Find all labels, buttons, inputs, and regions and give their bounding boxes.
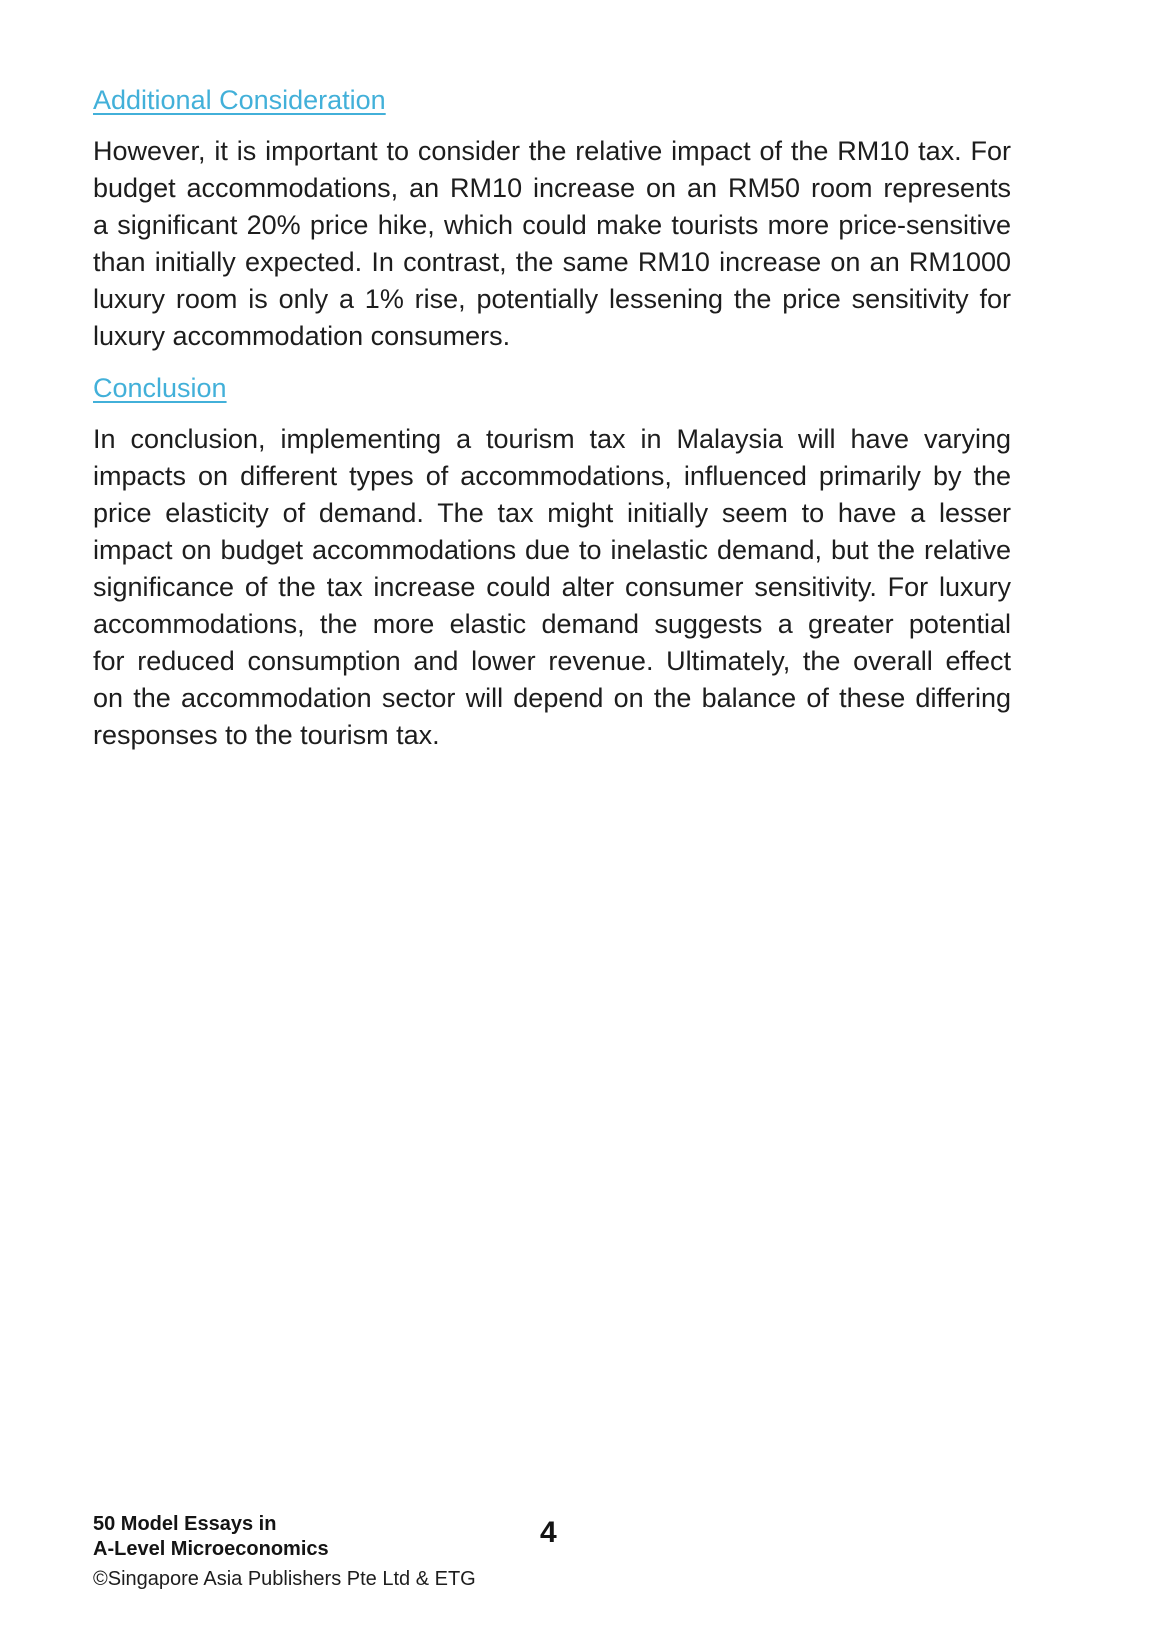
page-number: 4 <box>540 1516 557 1549</box>
paragraph-line: than initially expected. In contrast, the same RM10 increase on an RM1000 <box>93 247 1011 277</box>
paragraph-line: significance of the tax increase could alter consumer sensitivity. For luxury <box>93 572 1011 602</box>
page-footer <box>93 1512 476 1592</box>
paragraph-line: luxury accommodation consumers. <box>93 321 511 351</box>
section-additional-consideration <box>93 84 1011 355</box>
paragraph-line: for reduced consumption and lower revenue. Ultimately, the overall effect <box>93 646 1011 676</box>
section-heading-conclusion: Conclusion <box>93 373 227 403</box>
footer-book-title-line1: 50 Model Essays in <box>93 1513 277 1535</box>
paragraph-line: on the accommodation sector will depend on the balance of these differing <box>93 683 1011 713</box>
section-heading-additional-consideration: Additional Consideration <box>93 85 386 115</box>
footer-copyright-line: ©Singapore Asia Publishers Pte Ltd & ETG <box>93 1568 476 1590</box>
paragraph-line: accommodations, the more elastic demand suggests a greater potential <box>93 609 1011 639</box>
paragraph-line: impacts on different types of accommodations, influenced primarily by the <box>93 461 1011 491</box>
section-paragraph-additional-consideration <box>93 133 1011 355</box>
paragraph-line: In conclusion, implementing a tourism tax in Malaysia will have varying <box>93 424 1011 454</box>
paragraph-line: impact on budget accommodations due to inelastic demand, but the relative <box>93 535 1011 565</box>
section-conclusion <box>93 372 1011 754</box>
paragraph-line: a significant 20% price hike, which could make tourists more price-sensitive <box>93 210 1011 240</box>
section-paragraph-conclusion <box>93 421 1011 754</box>
paragraph-line: budget accommodations, an RM10 increase on an RM50 room represents <box>93 173 1011 203</box>
footer-book-title <box>93 1512 476 1562</box>
paragraph-line: luxury room is only a 1% rise, potentially lessening the price sensitivity for <box>93 284 1011 314</box>
footer-book-title-line2: A-Level Microeconomics <box>93 1538 329 1560</box>
paragraph-line: responses to the tourism tax. <box>93 720 440 750</box>
paragraph-line: price elasticity of demand. The tax might initially seem to have a lesser <box>93 498 1011 528</box>
paragraph-line: However, it is important to consider the relative impact of the RM10 tax. For <box>93 136 1011 166</box>
